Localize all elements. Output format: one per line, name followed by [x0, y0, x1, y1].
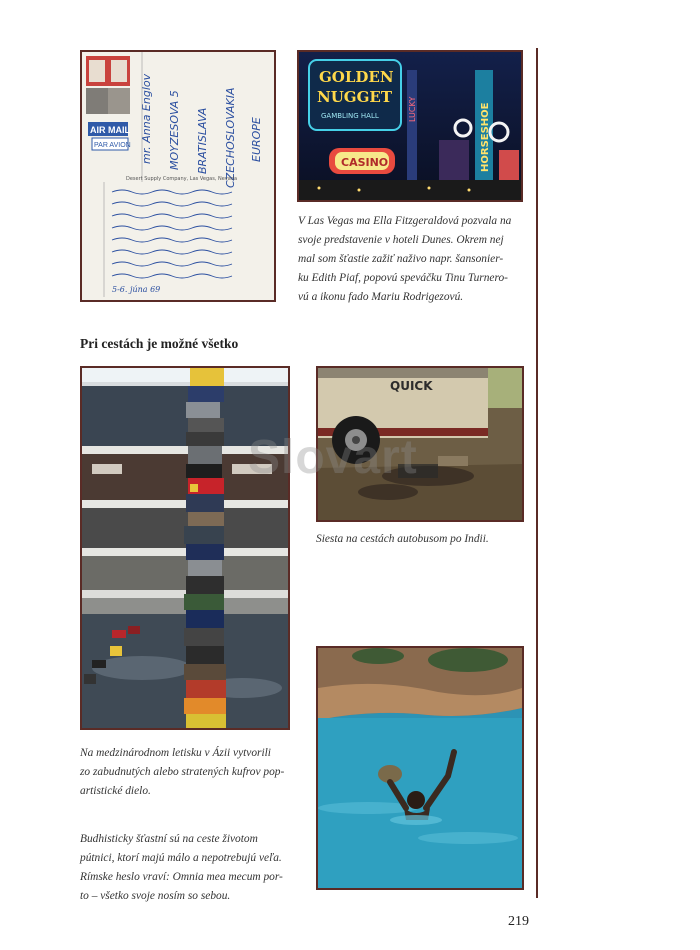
svg-text:PAR AVION: PAR AVION [94, 142, 131, 149]
caption-vegas [298, 212, 522, 307]
svg-text:NUGGET: NUGGET [317, 88, 393, 106]
svg-text:GAMBLING HALL: GAMBLING HALL [321, 112, 379, 120]
caption-line: Rímske heslo vraví: Omnia mea mecum por- [80, 871, 283, 883]
las-vegas-photo [297, 50, 523, 202]
las-vegas-illustration [299, 52, 521, 200]
address-line: BRATISLAVA [196, 107, 209, 174]
watermark: Slovart [248, 431, 418, 484]
vertical-rule [536, 48, 538, 898]
caption-line: to – všetko svoje nosím so sebou. [80, 890, 231, 902]
svg-text:CASINO: CASINO [341, 156, 389, 169]
postcard-printed-header: Desert Supply Company, Las Vegas, Nevada [126, 176, 238, 182]
caption-line: Na medzinárodnom letisku v Ázii vytvorili [80, 747, 271, 759]
swimmer-photo [316, 646, 524, 890]
svg-text:AIR MAIL: AIR MAIL [90, 125, 130, 135]
terminal-floors [82, 386, 288, 614]
stamp-icon [86, 56, 130, 114]
postcard-illustration [82, 52, 274, 300]
postcard-signature: 5-6. júna 69 [112, 285, 161, 294]
page-number: 219 [508, 914, 529, 929]
caption-line: Budhisticky šťastní sú na ceste životom [80, 833, 258, 845]
caption-budhist [80, 830, 292, 906]
caption-line: V Las Vegas ma Ella Fitzgeraldová pozvala na [298, 215, 512, 227]
section-title: Pri cestách je možné všetko [80, 336, 239, 351]
address-line: CZECHOSLOVAKIA [224, 87, 237, 188]
caption-airport [80, 744, 292, 801]
bus-lettering: QUICK [390, 379, 433, 393]
svg-text:GOLDEN: GOLDEN [319, 68, 394, 86]
address-line: mr. Anna Englov [140, 73, 153, 164]
caption-line: vú a ikonu fado Mariu Rodrigezovú. [298, 291, 464, 303]
address-line: MOYZESOVA 5 [168, 90, 181, 170]
caption-bus: Siesta na cestách autobusom po Indii. [316, 533, 489, 545]
airport-suitcase-photo [80, 366, 290, 730]
airmail-label [88, 122, 131, 150]
caption-line: artistické dielo. [80, 785, 151, 797]
caption-line: zo zabudnutých alebo stratených kufrov pop- [80, 766, 285, 778]
address-line: EUROPE [250, 117, 263, 162]
caption-line: ku Edith Piaf, popovú speváčku Tinu Turnero- [298, 272, 508, 284]
suitcase-tower [184, 368, 226, 728]
golden-nugget-sign [309, 60, 401, 130]
lucky-sign: LUCKY [408, 96, 417, 122]
casino-sign [329, 148, 395, 174]
svg-text:HORSESHOE: HORSESHOE [480, 102, 491, 172]
postcard-photo [80, 50, 276, 302]
bus-photo [248, 366, 524, 522]
caption-line: pútnici, ktorí majú málo a nepotrebujú veľa. [80, 852, 282, 864]
airport-illustration [82, 368, 288, 728]
swimmer-illustration [318, 648, 522, 888]
caption-line: mal som šťastie zažiť naživo napr. šansonier- [298, 253, 504, 265]
caption-line: svoje predstavenie v hoteli Dunes. Okrem nej [298, 234, 504, 246]
